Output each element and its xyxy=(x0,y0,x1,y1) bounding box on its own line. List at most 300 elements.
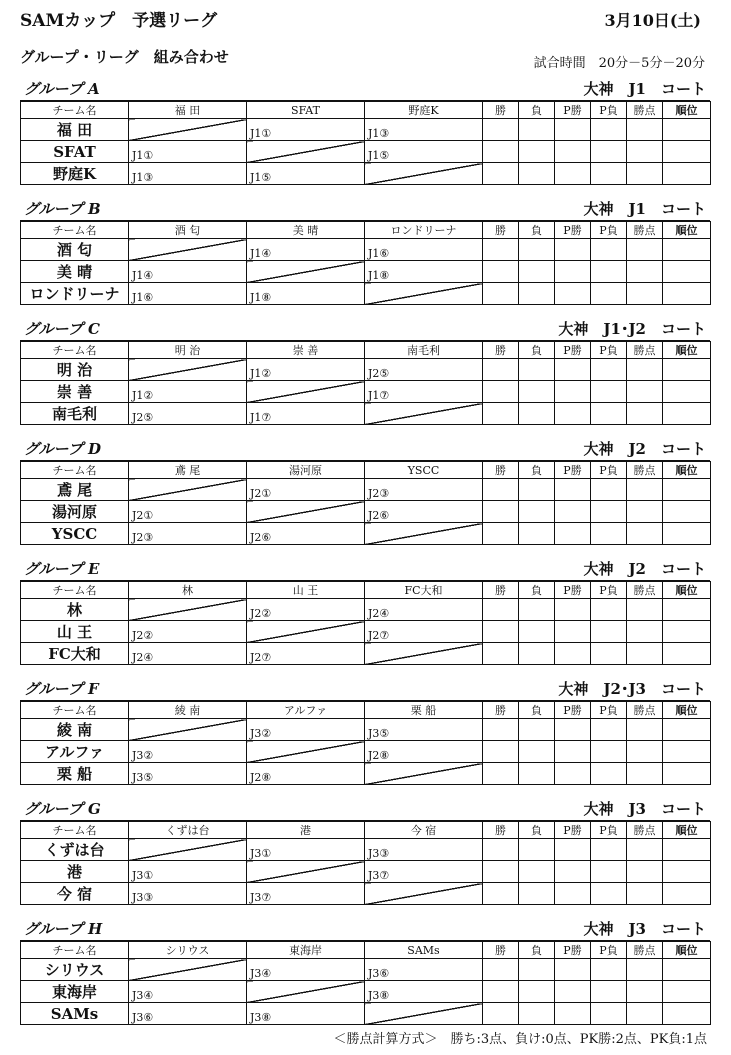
loss-cell xyxy=(519,381,555,403)
team-row xyxy=(21,741,711,763)
header-loss: 負 xyxy=(519,462,555,479)
team-row xyxy=(21,981,711,1003)
self-match-cell xyxy=(247,621,365,643)
page-title: SAMカップ 予選リーグ xyxy=(20,11,218,31)
match-cell: J2③ xyxy=(365,479,483,501)
loss-cell xyxy=(519,839,555,861)
pk-win-cell xyxy=(555,981,591,1003)
points-cell xyxy=(627,839,663,861)
header-win: 勝 xyxy=(483,342,519,359)
team-name: 綾 南 xyxy=(21,719,129,741)
header-pk-win: P勝 xyxy=(555,822,591,839)
pk-loss-cell xyxy=(591,643,627,665)
team-row xyxy=(21,479,711,501)
pk-loss-cell xyxy=(591,163,627,185)
points-cell xyxy=(627,261,663,283)
points-cell xyxy=(627,141,663,163)
group-block xyxy=(20,318,710,438)
team-row xyxy=(21,621,711,643)
header-points: 勝点 xyxy=(627,702,663,719)
win-cell xyxy=(483,839,519,861)
pk-win-cell xyxy=(555,1003,591,1025)
header-loss: 負 xyxy=(519,342,555,359)
loss-cell xyxy=(519,1003,555,1025)
court-label: 大神 J3 コート xyxy=(583,920,706,938)
self-match-cell xyxy=(365,883,483,905)
self-match-cell xyxy=(129,119,247,141)
header-team: チーム名 xyxy=(21,342,129,359)
header-opponent: FC大和 xyxy=(365,582,483,599)
header-opponent: 美 晴 xyxy=(247,222,365,239)
court-label: 大神 J1 コート xyxy=(583,80,706,98)
points-cell xyxy=(627,523,663,545)
group-header xyxy=(20,558,710,581)
team-name: アルファ xyxy=(21,741,129,763)
team-name: 林 xyxy=(21,599,129,621)
header-pk-win: P勝 xyxy=(555,102,591,119)
pk-loss-cell xyxy=(591,261,627,283)
match-cell: J3⑤ xyxy=(129,763,247,785)
loss-cell xyxy=(519,283,555,305)
match-cell: J2⑧ xyxy=(247,763,365,785)
match-cell: J2⑦ xyxy=(365,621,483,643)
pk-loss-cell xyxy=(591,741,627,763)
self-match-cell xyxy=(247,501,365,523)
header-row xyxy=(21,582,711,599)
loss-cell xyxy=(519,239,555,261)
rank-cell xyxy=(663,381,711,403)
group-block xyxy=(20,78,710,198)
pk-loss-cell xyxy=(591,599,627,621)
header-pk-win: P勝 xyxy=(555,942,591,959)
team-row xyxy=(21,381,711,403)
header-team: チーム名 xyxy=(21,822,129,839)
win-cell xyxy=(483,239,519,261)
self-match-cell xyxy=(129,959,247,981)
self-match-cell xyxy=(247,261,365,283)
court-label: 大神 J2 コート xyxy=(583,440,706,458)
team-name: 港 xyxy=(21,861,129,883)
header-pk-win: P勝 xyxy=(555,462,591,479)
team-name: 山 王 xyxy=(21,621,129,643)
pk-win-cell xyxy=(555,741,591,763)
header-pk-loss: P負 xyxy=(591,102,627,119)
points-cell xyxy=(627,959,663,981)
header-points: 勝点 xyxy=(627,102,663,119)
header-row xyxy=(21,822,711,839)
team-row xyxy=(21,883,711,905)
pk-loss-cell xyxy=(591,1003,627,1025)
header-opponent: SAMs xyxy=(365,942,483,959)
header-loss: 負 xyxy=(519,702,555,719)
loss-cell xyxy=(519,163,555,185)
self-match-cell xyxy=(365,523,483,545)
win-cell xyxy=(483,643,519,665)
points-cell xyxy=(627,403,663,425)
header-loss: 負 xyxy=(519,582,555,599)
match-cell: J2⑧ xyxy=(365,741,483,763)
header-loss: 負 xyxy=(519,822,555,839)
match-cell: J3② xyxy=(129,741,247,763)
header-win: 勝 xyxy=(483,702,519,719)
self-match-cell xyxy=(365,1003,483,1025)
rank-cell xyxy=(663,523,711,545)
header-rank: 順位 xyxy=(663,102,711,119)
match-cell: J2④ xyxy=(365,599,483,621)
header-win: 勝 xyxy=(483,582,519,599)
pk-loss-cell xyxy=(591,381,627,403)
group-table xyxy=(20,701,711,785)
header-rank: 順位 xyxy=(663,702,711,719)
self-match-cell xyxy=(247,861,365,883)
header-opponent: 綾 南 xyxy=(129,702,247,719)
match-cell: J2④ xyxy=(129,643,247,665)
team-name: 南毛利 xyxy=(21,403,129,425)
match-cell: J1⑥ xyxy=(129,283,247,305)
group-header xyxy=(20,678,710,701)
win-cell xyxy=(483,599,519,621)
match-cell: J2③ xyxy=(129,523,247,545)
rank-cell xyxy=(663,839,711,861)
rank-cell xyxy=(663,959,711,981)
group-name: グループ D xyxy=(24,440,102,458)
team-row xyxy=(21,861,711,883)
group-header xyxy=(20,78,710,101)
team-row xyxy=(21,1003,711,1025)
rank-cell xyxy=(663,981,711,1003)
rank-cell xyxy=(663,741,711,763)
pk-loss-cell xyxy=(591,839,627,861)
group-block xyxy=(20,918,710,1038)
win-cell xyxy=(483,861,519,883)
header-pk-win: P勝 xyxy=(555,222,591,239)
match-cell: J3④ xyxy=(247,959,365,981)
match-cell: J1② xyxy=(129,381,247,403)
match-cell: J1③ xyxy=(365,119,483,141)
header-points: 勝点 xyxy=(627,582,663,599)
pk-win-cell xyxy=(555,119,591,141)
win-cell xyxy=(483,523,519,545)
match-cell: J1⑦ xyxy=(365,381,483,403)
points-cell xyxy=(627,763,663,785)
pk-loss-cell xyxy=(591,981,627,1003)
team-name: 美 晴 xyxy=(21,261,129,283)
rank-cell xyxy=(663,719,711,741)
court-label: 大神 J2･J3 コート xyxy=(558,680,706,698)
pk-loss-cell xyxy=(591,861,627,883)
self-match-cell xyxy=(129,599,247,621)
team-name: くずは台 xyxy=(21,839,129,861)
self-match-cell xyxy=(129,239,247,261)
match-cell: J3⑤ xyxy=(365,719,483,741)
loss-cell xyxy=(519,981,555,1003)
self-match-cell xyxy=(129,359,247,381)
match-cell: J1⑥ xyxy=(365,239,483,261)
points-cell xyxy=(627,381,663,403)
team-name: SFAT xyxy=(21,141,129,163)
points-cell xyxy=(627,719,663,741)
rank-cell xyxy=(663,239,711,261)
match-cell: J3③ xyxy=(365,839,483,861)
points-cell xyxy=(627,1003,663,1025)
rank-cell xyxy=(663,141,711,163)
header-rank: 順位 xyxy=(663,822,711,839)
team-row xyxy=(21,763,711,785)
group-name: グループ A xyxy=(24,80,100,98)
rank-cell xyxy=(663,403,711,425)
header-pk-loss: P負 xyxy=(591,342,627,359)
team-row xyxy=(21,839,711,861)
header-opponent: 明 治 xyxy=(129,342,247,359)
header-team: チーム名 xyxy=(21,942,129,959)
header-rank: 順位 xyxy=(663,462,711,479)
match-cell: J1⑧ xyxy=(365,261,483,283)
match-cell: J2⑥ xyxy=(247,523,365,545)
points-cell xyxy=(627,359,663,381)
match-cell: J2② xyxy=(247,599,365,621)
group-table xyxy=(20,341,711,425)
win-cell xyxy=(483,501,519,523)
header-loss: 負 xyxy=(519,102,555,119)
win-cell xyxy=(483,741,519,763)
group-header xyxy=(20,918,710,941)
header-pk-win: P勝 xyxy=(555,582,591,599)
loss-cell xyxy=(519,141,555,163)
self-match-cell xyxy=(365,283,483,305)
points-cell xyxy=(627,599,663,621)
pk-win-cell xyxy=(555,959,591,981)
header-opponent: SFAT xyxy=(247,102,365,119)
header-pk-loss: P負 xyxy=(591,942,627,959)
match-cell: J2① xyxy=(247,479,365,501)
match-cell: J1⑦ xyxy=(247,403,365,425)
self-match-cell xyxy=(247,381,365,403)
rank-cell xyxy=(663,643,711,665)
pk-loss-cell xyxy=(591,479,627,501)
rank-cell xyxy=(663,479,711,501)
team-row xyxy=(21,119,711,141)
header-opponent: 鳶 尾 xyxy=(129,462,247,479)
match-cell: J2② xyxy=(129,621,247,643)
win-cell xyxy=(483,119,519,141)
header-win: 勝 xyxy=(483,822,519,839)
team-name: 鳶 尾 xyxy=(21,479,129,501)
pk-win-cell xyxy=(555,839,591,861)
team-name: ロンドリーナ xyxy=(21,283,129,305)
pk-win-cell xyxy=(555,479,591,501)
group-header xyxy=(20,198,710,221)
header-opponent: YSCC xyxy=(365,462,483,479)
self-match-cell xyxy=(247,141,365,163)
header-points: 勝点 xyxy=(627,942,663,959)
loss-cell xyxy=(519,861,555,883)
points-cell xyxy=(627,643,663,665)
win-cell xyxy=(483,403,519,425)
group-table xyxy=(20,941,711,1025)
group-name: グループ F xyxy=(24,680,99,698)
header-points: 勝点 xyxy=(627,462,663,479)
header-opponent: 野庭K xyxy=(365,102,483,119)
header-rank: 順位 xyxy=(663,222,711,239)
pk-win-cell xyxy=(555,381,591,403)
points-cell xyxy=(627,239,663,261)
pk-loss-cell xyxy=(591,359,627,381)
team-name: 東海岸 xyxy=(21,981,129,1003)
rank-cell xyxy=(663,501,711,523)
rank-cell xyxy=(663,861,711,883)
win-cell xyxy=(483,381,519,403)
match-cell: J1⑤ xyxy=(365,141,483,163)
win-cell xyxy=(483,261,519,283)
group-name: グループ B xyxy=(24,200,101,218)
match-cell: J1③ xyxy=(129,163,247,185)
pk-win-cell xyxy=(555,763,591,785)
self-match-cell xyxy=(129,719,247,741)
win-cell xyxy=(483,883,519,905)
rank-cell xyxy=(663,883,711,905)
header-row xyxy=(21,702,711,719)
group-block xyxy=(20,558,710,678)
loss-cell xyxy=(519,763,555,785)
pk-loss-cell xyxy=(591,283,627,305)
team-name: 明 治 xyxy=(21,359,129,381)
group-table xyxy=(20,821,711,905)
team-name: 福 田 xyxy=(21,119,129,141)
page-subtitle: グループ・リーグ 組み合わせ xyxy=(20,48,229,66)
pk-win-cell xyxy=(555,141,591,163)
points-cell xyxy=(627,741,663,763)
header-pk-win: P勝 xyxy=(555,702,591,719)
pk-win-cell xyxy=(555,359,591,381)
header-loss: 負 xyxy=(519,222,555,239)
match-cell: J3② xyxy=(247,719,365,741)
self-match-cell xyxy=(129,839,247,861)
match-cell: J3⑥ xyxy=(365,959,483,981)
team-row xyxy=(21,359,711,381)
header-loss: 負 xyxy=(519,942,555,959)
team-row xyxy=(21,643,711,665)
self-match-cell xyxy=(365,163,483,185)
group-header xyxy=(20,798,710,821)
win-cell xyxy=(483,1003,519,1025)
pk-loss-cell xyxy=(591,959,627,981)
pk-loss-cell xyxy=(591,403,627,425)
header-opponent: 東海岸 xyxy=(247,942,365,959)
match-cell: J2⑤ xyxy=(365,359,483,381)
header-points: 勝点 xyxy=(627,222,663,239)
rank-cell xyxy=(663,763,711,785)
match-cell: J3③ xyxy=(129,883,247,905)
match-cell: J3④ xyxy=(129,981,247,1003)
header-team: チーム名 xyxy=(21,462,129,479)
match-cell: J3⑧ xyxy=(365,981,483,1003)
pk-loss-cell xyxy=(591,719,627,741)
points-cell xyxy=(627,283,663,305)
points-cell xyxy=(627,883,663,905)
points-cell xyxy=(627,479,663,501)
points-cell xyxy=(627,981,663,1003)
pk-win-cell xyxy=(555,403,591,425)
pk-win-cell xyxy=(555,261,591,283)
header-opponent: 湯河原 xyxy=(247,462,365,479)
match-cell: J3① xyxy=(247,839,365,861)
court-label: 大神 J3 コート xyxy=(583,800,706,818)
pk-win-cell xyxy=(555,523,591,545)
header-team: チーム名 xyxy=(21,102,129,119)
points-cell xyxy=(627,621,663,643)
pk-win-cell xyxy=(555,163,591,185)
header-opponent: ロンドリーナ xyxy=(365,222,483,239)
win-cell xyxy=(483,359,519,381)
loss-cell xyxy=(519,959,555,981)
group-block xyxy=(20,198,710,318)
rank-cell xyxy=(663,261,711,283)
group-name: グループ C xyxy=(24,320,100,338)
header-rank: 順位 xyxy=(663,342,711,359)
pk-win-cell xyxy=(555,283,591,305)
header-pk-loss: P負 xyxy=(591,582,627,599)
header-team: チーム名 xyxy=(21,222,129,239)
team-row xyxy=(21,959,711,981)
match-cell: J3① xyxy=(129,861,247,883)
team-name: 今 宿 xyxy=(21,883,129,905)
group-name: グループ G xyxy=(24,800,101,818)
win-cell xyxy=(483,621,519,643)
pk-loss-cell xyxy=(591,119,627,141)
header-team: チーム名 xyxy=(21,702,129,719)
header-opponent: 港 xyxy=(247,822,365,839)
pk-win-cell xyxy=(555,239,591,261)
team-row xyxy=(21,719,711,741)
header-opponent: 崇 善 xyxy=(247,342,365,359)
win-cell xyxy=(483,763,519,785)
pk-loss-cell xyxy=(591,883,627,905)
team-name: YSCC xyxy=(21,523,129,545)
loss-cell xyxy=(519,719,555,741)
team-name: FC大和 xyxy=(21,643,129,665)
header-row xyxy=(21,462,711,479)
pk-win-cell xyxy=(555,883,591,905)
header-pk-loss: P負 xyxy=(591,702,627,719)
win-cell xyxy=(483,981,519,1003)
match-cell: J3⑦ xyxy=(247,883,365,905)
team-row xyxy=(21,283,711,305)
rank-cell xyxy=(663,163,711,185)
pk-win-cell xyxy=(555,861,591,883)
event-date: 3月10日(土) xyxy=(604,11,701,30)
pk-win-cell xyxy=(555,719,591,741)
header-pk-loss: P負 xyxy=(591,822,627,839)
loss-cell xyxy=(519,643,555,665)
group-list xyxy=(20,78,710,1038)
header-win: 勝 xyxy=(483,222,519,239)
header-opponent: 酒 匂 xyxy=(129,222,247,239)
header-opponent: 南毛利 xyxy=(365,342,483,359)
header-pk-loss: P負 xyxy=(591,222,627,239)
group-block xyxy=(20,798,710,918)
rank-cell xyxy=(663,119,711,141)
header-points: 勝点 xyxy=(627,822,663,839)
win-cell xyxy=(483,283,519,305)
team-row xyxy=(21,599,711,621)
points-cell xyxy=(627,861,663,883)
header-opponent: アルファ xyxy=(247,702,365,719)
win-cell xyxy=(483,141,519,163)
pk-loss-cell xyxy=(591,523,627,545)
team-name: 栗 船 xyxy=(21,763,129,785)
rank-cell xyxy=(663,283,711,305)
court-label: 大神 J1･J2 コート xyxy=(558,320,706,338)
